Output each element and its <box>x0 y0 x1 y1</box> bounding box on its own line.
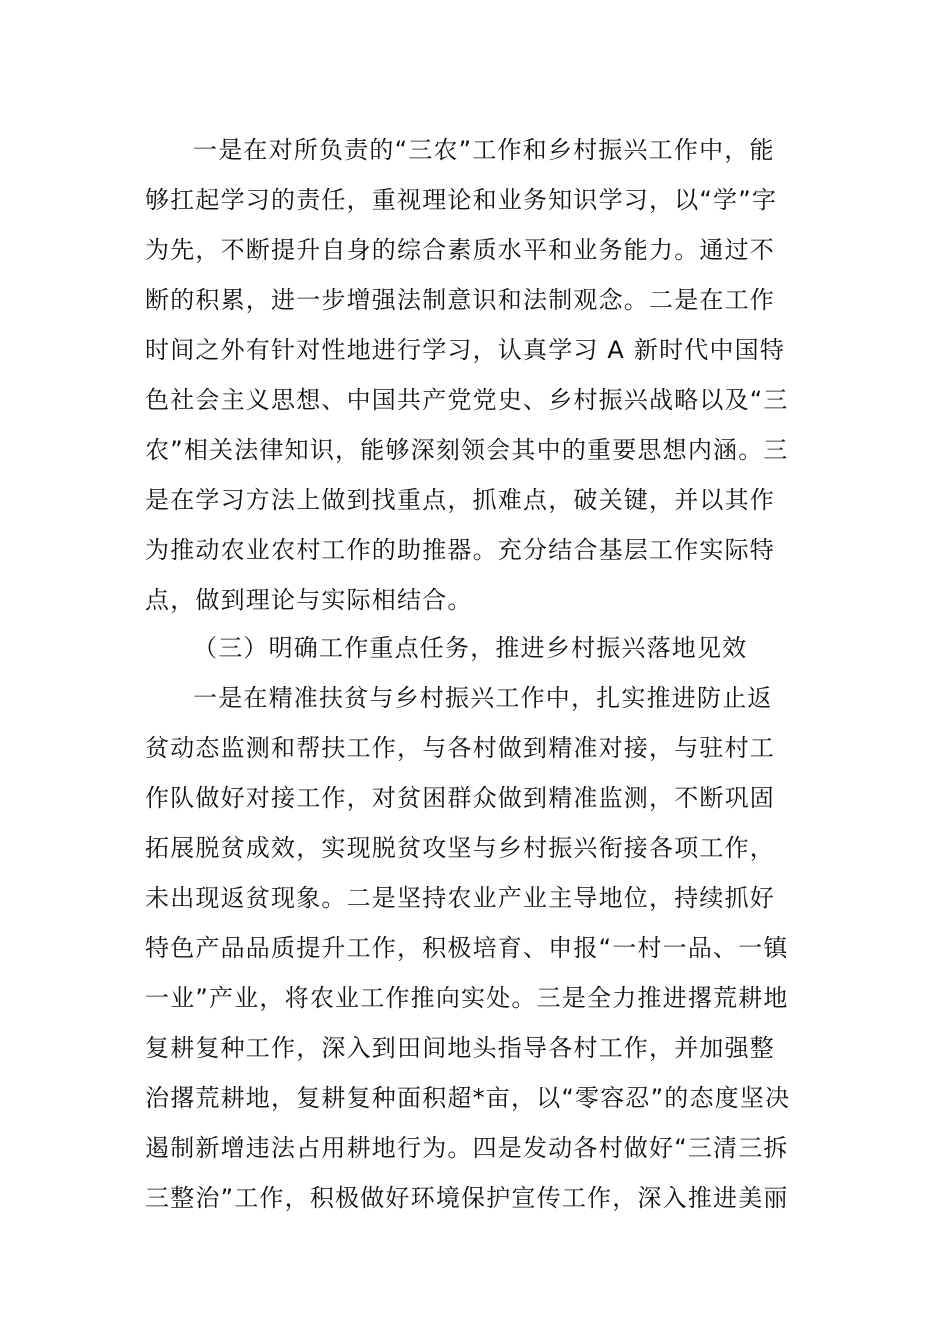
paragraph-1-line-1: 一是在对所负责的“三农”工作和乡村振兴工作中，能 <box>193 136 775 164</box>
paragraph-2-line-11: 三整治”工作，积极做好环境保护宣传工作，深入推进美丽 <box>145 1184 789 1212</box>
paragraph-1-line-4: 断的积累，进一步增强法制意识和法制观念。二是在工作 <box>145 286 775 314</box>
paragraph-1-line-9: 为推动农业农村工作的助推器。充分结合基层工作实际特 <box>145 536 775 564</box>
paragraph-2-line-3: 作队做好对接工作，对贫困群众做到精准监测，不断巩固 <box>145 784 775 812</box>
paragraph-2-line-6: 特色产品品质提升工作，积极培育、申报“一村一品、一镇 <box>145 934 789 962</box>
paragraph-1-line-5: 时间之外有针对性地进行学习，认真学习 A 新时代中国特 <box>145 336 786 364</box>
paragraph-2-line-5: 未出现返贫现象。二是坚持农业产业主导地位，持续抓好 <box>145 884 775 912</box>
paragraph-2-line-8: 复耕复种工作，深入到田间地头指导各村工作，并加强整 <box>145 1034 775 1062</box>
paragraph-1-line-2: 够扛起学习的责任，重视理论和业务知识学习，以“学”字 <box>145 186 778 214</box>
paragraph-1-line-8: 是在学习方法上做到找重点，抓难点，破关键，并以其作 <box>145 486 775 514</box>
section-heading: （三）明确工作重点任务，推进乡村振兴落地见效 <box>193 634 748 662</box>
paragraph-2-line-7: 一业”产业，将农业工作推向实处。三是全力推进撂荒耕地 <box>145 984 789 1012</box>
paragraph-1-line-6: 色社会主义思想、中国共产党党史、乡村振兴战略以及“三 <box>145 386 789 414</box>
paragraph-2-line-4: 拓展脱贫成效，实现脱贫攻坚与乡村振兴衔接各项工作， <box>145 834 775 862</box>
paragraph-1-line-10: 点，做到理论与实际相结合。 <box>145 586 473 614</box>
paragraph-1-line-7: 农”相关法律知识，能够深刻领会其中的重要思想内涵。三 <box>145 436 789 464</box>
paragraph-2-line-1: 一是在精准扶贫与乡村振兴工作中，扎实推进防止返 <box>193 684 773 712</box>
paragraph-1-line-3: 为先，不断提升自身的综合素质水平和业务能力。通过不 <box>145 236 775 264</box>
paragraph-2-line-9: 治撂荒耕地，复耕复种面积超*亩，以“零容忍”的态度坚决 <box>145 1084 791 1112</box>
paragraph-2-line-2: 贫动态监测和帮扶工作，与各村做到精准对接，与驻村工 <box>145 734 775 762</box>
paragraph-2-line-10: 遏制新增违法占用耕地行为。四是发动各村做好“三清三拆 <box>145 1134 789 1162</box>
